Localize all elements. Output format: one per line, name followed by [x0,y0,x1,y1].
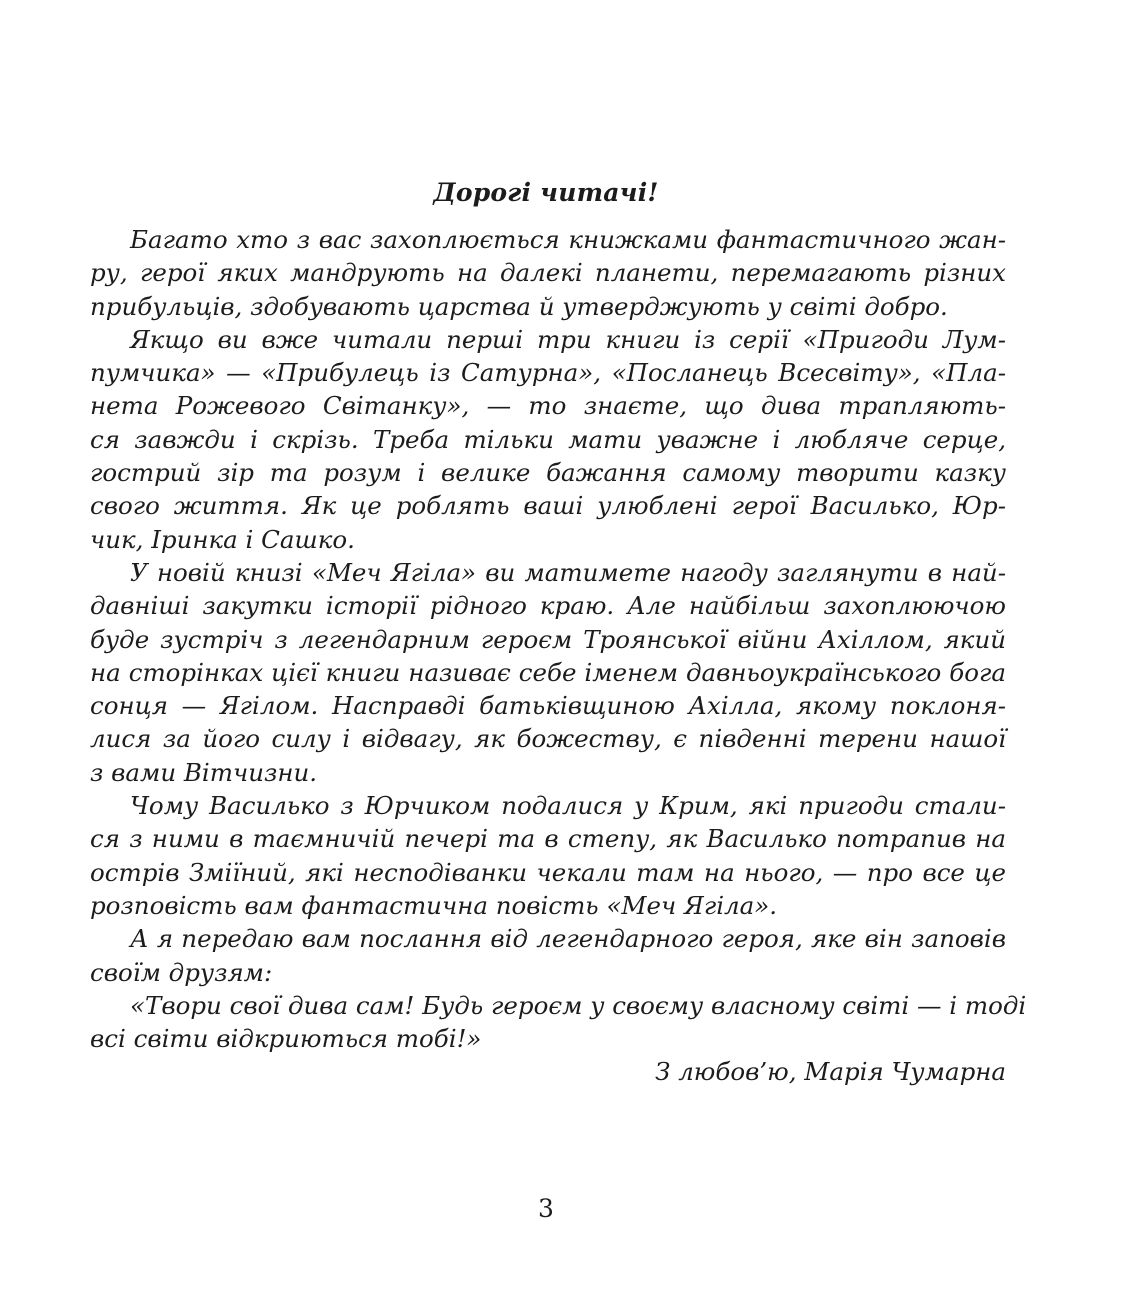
text-line: пумчика» — «Прибулець із Сатурна», «Посланець Всесвіту», «Пла- [90,358,1006,388]
text-line: лися за його силу і відвагу, як божеству, є південні терени нашої [90,724,1006,754]
text-line: чик, Іринка і Сашко. [90,524,355,554]
text-line: У новій книзі «Меч Ягіла» ви матимете нагоду заглянути в най- [130,557,1006,587]
text-line: Багато хто з вас захоплюється книжками фантастичного жан- [130,225,1006,254]
text-line: острів Зміїний, які несподіванки чекали там на нього, — про все це [90,857,1006,887]
text-line: «Твори свої дива сам! Будь героєм у своєму власному світі — і тоді [130,990,1027,1020]
text-line: своїм друзям: [90,957,273,987]
page-title: Дорогі читачі! [433,178,659,207]
text-line: Чому Василько з Юрчиком подалися у Крим, які пригоди стали- [130,791,1006,821]
text-line: ся з ними в таємничій печері та в степу, як Василько потрапив на [90,824,1006,854]
text-line: гострий зір та розум і велике бажання самому творити казку [90,458,1006,488]
text-line: розповість вам фантастична повість «Меч Ягіла». [90,890,778,920]
text-line: Якщо ви вже читали перші три книги із серії «Пригоди Лум- [130,324,1006,354]
paragraph [90,223,1006,323]
author-signature: З любов’ю, Марія Чумарна [655,1057,1006,1087]
text-line: на сторінках цієї книги називає себе іменем давньоукраїнського бога [90,657,1006,687]
text-line: А я передаю вам послання від легендарного героя, яке він заповів [130,924,1006,954]
letter-body [90,223,1027,1089]
text-line: сонця — Ягілом. Насправді батьківщиною Ахілла, якому поклоня- [90,691,1006,721]
text-line: ру, герої яких мандрують на далекі планети, перемагають різних [90,258,1006,288]
text-line: з вами Вітчизни. [90,757,318,787]
quote-paragraph [90,989,1027,1056]
text-line: всі світи відкриються тобі!» [90,1024,482,1054]
paragraph [90,556,1006,789]
paragraph [90,922,1006,989]
paragraph [90,323,1006,556]
text-line: прибульців, здобувають царства й утверджують у світі добро. [90,291,948,321]
text-line: свого життя. Як це роблять ваші улюблені герої Василько, Юр- [90,491,1006,521]
text-line: ся завжди і скрізь. Треба тільки мати уважне і люблячe серце, [90,424,1006,454]
page-number: 3 [538,1194,554,1223]
text-line: буде зустріч з легендарним героєм Троянської війни Ахіллом, який [90,624,1006,654]
paragraph [90,789,1006,922]
text-line: давніші закутки історії рідного краю. Але найбільш захоплюючою [90,591,1006,621]
text-line: нета Рожевого Світанку», — то знаєте, що дива трапляють- [90,391,1006,421]
